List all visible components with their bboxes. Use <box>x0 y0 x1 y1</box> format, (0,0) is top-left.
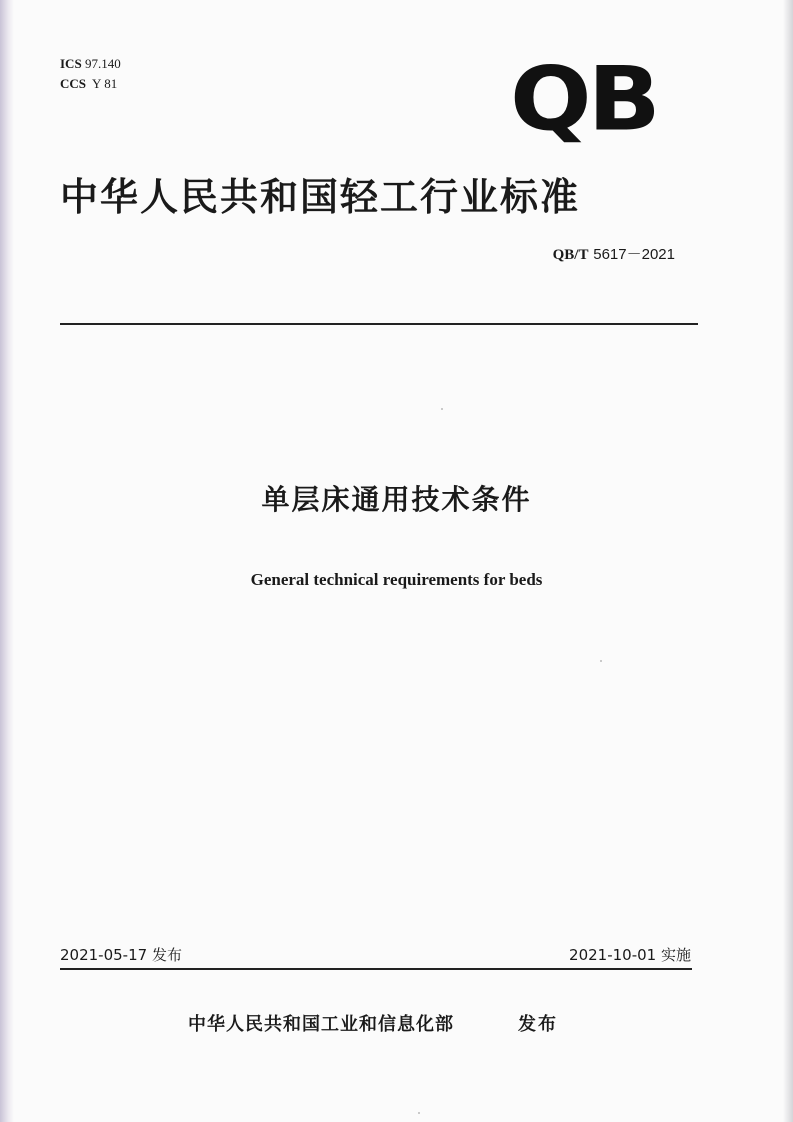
scan-speck <box>418 1112 420 1114</box>
publish-action: 发布 <box>518 1014 558 1035</box>
publisher: 中华人民共和国工业和信息化部 <box>188 1014 454 1035</box>
ccs-label: CCS <box>60 76 87 91</box>
ccs-value: Y 81 <box>92 76 118 91</box>
scan-speck <box>600 660 602 662</box>
issue-date: 2021-05-17 发布 <box>60 946 182 964</box>
ics-code <box>60 54 121 74</box>
bottom-divider <box>60 968 692 970</box>
document-title-cn: 单层床通用技术条件 <box>261 483 532 516</box>
implementation-date: 2021-10-01 实施 <box>569 946 691 964</box>
ics-value: 97.140 <box>84 56 121 71</box>
scan-edge-left <box>0 0 14 1122</box>
classification-codes <box>60 54 121 94</box>
scan-edge-right <box>783 0 793 1122</box>
standard-number-prefix: QB/T <box>552 247 589 263</box>
ics-label: ICS <box>60 56 82 71</box>
scan-speck <box>441 408 443 410</box>
standard-number <box>553 243 675 264</box>
qb-logo: QB <box>510 47 657 151</box>
document-title-en: General technical requirements for beds <box>250 570 543 589</box>
standard-category-title: 中华人民共和国轻工行业标准 <box>60 175 581 219</box>
standard-number-value: 5617－2021 <box>593 246 675 263</box>
top-divider <box>60 323 698 325</box>
ccs-code <box>60 74 121 94</box>
